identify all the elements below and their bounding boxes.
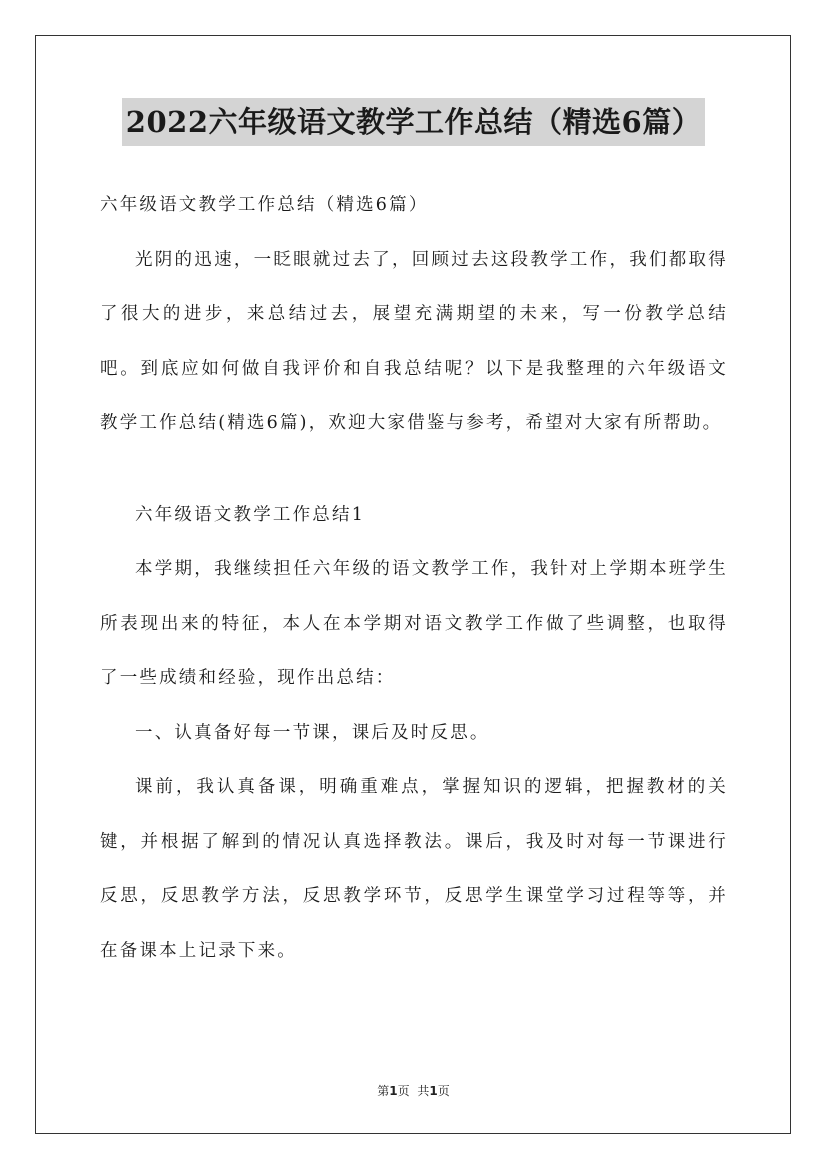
- total-suffix: 页: [437, 1084, 450, 1098]
- page-number: 1: [389, 1084, 398, 1098]
- body-paragraph-1: 本学期，我继续担任六年级的语文教学工作，我针对上学期本班学生所表现出来的特征，本人在本学期对语文教学工作做了些调整，也取得了一些成绩和经验，现作出总结：: [100, 559, 728, 688]
- page-suffix: 页: [397, 1084, 410, 1098]
- body-paragraph-2: 课前，我认真备课，明确重难点，掌握知识的逻辑，把握教材的关键，并根据了解到的情况认真选择教法。课后，我及时对每一节课进行反思，反思教学方法，反思教学环节，反思学生课堂学习过程等等，并在备课本上记录下来。: [100, 777, 728, 961]
- total-prefix: 共: [417, 1084, 430, 1098]
- document-body: [100, 178, 728, 978]
- page-footer: [0, 1082, 827, 1099]
- title-container: [0, 98, 827, 146]
- intro-paragraph: 光阴的迅速，一眨眼就过去了，回顾过去这段教学工作，我们都取得了很大的进步，来总结过去，展望充满期望的未来，写一份教学总结吧。到底应如何做自我评价和自我总结呢？以下是我整理的六年级语文教学工作总结(精选6篇)，欢迎大家借鉴与参考，希望对大家有所帮助。: [100, 249, 728, 433]
- section-heading: 六年级语文教学工作总结1: [135, 504, 366, 525]
- document-subtitle: 六年级语文教学工作总结（精选6篇）: [100, 195, 429, 215]
- document-title: 2022六年级语文教学工作总结（精选6篇）: [122, 98, 705, 146]
- page-prefix: 第: [377, 1084, 390, 1098]
- point-heading-1: 一、认真备好每一节课，课后及时反思。: [135, 722, 490, 743]
- total-pages: 1: [429, 1084, 438, 1098]
- spacer: [100, 451, 728, 488]
